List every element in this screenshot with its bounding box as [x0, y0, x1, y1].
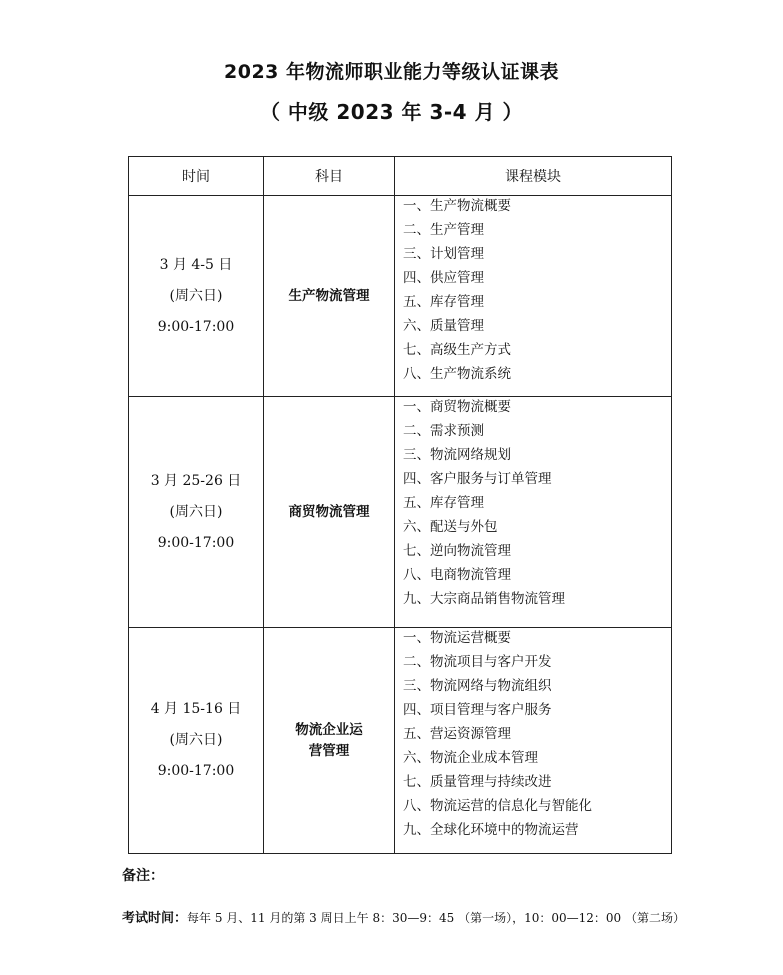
page-title: 2023 年物流师职业能力等级认证课表	[224, 61, 559, 83]
schedule-table	[128, 156, 672, 854]
date-text: 4 月 15-16 日	[150, 701, 242, 717]
module-item: 三、物流网络与物流组织	[403, 678, 552, 694]
exam-time-line	[122, 907, 685, 926]
table-row	[129, 397, 672, 628]
module-item: 三、物流网络规划	[403, 447, 511, 463]
module-item: 二、生产管理	[403, 222, 484, 238]
hours-text: 9:00-17:00	[157, 763, 235, 779]
modules-cell	[395, 196, 672, 397]
table-row	[129, 628, 672, 854]
module-item: 二、物流项目与客户开发	[403, 654, 552, 670]
module-item: 六、物流企业成本管理	[403, 750, 538, 766]
module-item: 八、生产物流系统	[403, 366, 511, 382]
hours-text: 9:00-17:00	[157, 318, 235, 335]
date-text: 3 月 4-5 日	[159, 256, 233, 273]
table-header-row	[129, 157, 672, 196]
date-text: 3 月 25-26 日	[150, 472, 242, 489]
module-item: 二、需求预测	[403, 423, 484, 439]
header-modules: 课程模块	[395, 157, 672, 196]
module-item: 六、质量管理	[403, 318, 484, 334]
module-item: 七、逆向物流管理	[403, 543, 511, 559]
module-item: 七、高级生产方式	[403, 342, 511, 358]
module-item: 一、商贸物流概要	[403, 399, 511, 415]
module-item: 一、物流运营概要	[403, 630, 511, 646]
day-text: (周六日)	[169, 287, 223, 304]
module-item: 五、营运资源管理	[403, 726, 511, 742]
module-item: 九、大宗商品销售物流管理	[403, 591, 565, 607]
modules-cell	[395, 628, 672, 854]
subject-text: 物流企业运营管理	[295, 721, 363, 759]
module-item: 三、计划管理	[403, 246, 484, 262]
module-item: 四、供应管理	[403, 270, 484, 286]
module-item: 四、项目管理与客户服务	[403, 702, 552, 718]
header-subject: 科目	[264, 157, 395, 196]
subject-cell: 商贸物流管理	[264, 397, 395, 628]
table-row	[129, 196, 672, 397]
hours-text: 9:00-17:00	[157, 534, 235, 551]
subject-cell: 生产物流管理	[264, 196, 395, 397]
module-item: 六、配送与外包	[403, 519, 498, 535]
module-item: 四、客户服务与订单管理	[403, 471, 552, 487]
day-text: (周六日)	[169, 503, 223, 520]
module-item: 一、生产物流概要	[403, 198, 511, 214]
subject-cell	[264, 628, 395, 854]
module-item: 八、物流运营的信息化与智能化	[403, 798, 592, 814]
page-subtitle: （ 中级 2023 年 3-4 月 ）	[259, 100, 524, 124]
module-item: 八、电商物流管理	[403, 567, 511, 583]
time-cell	[129, 196, 264, 397]
note-label: 备注：	[122, 868, 164, 884]
time-cell	[129, 397, 264, 628]
modules-cell	[395, 397, 672, 628]
module-item: 七、质量管理与持续改进	[403, 774, 552, 790]
day-text: (周六日)	[169, 732, 223, 748]
module-item: 九、全球化环境中的物流运营	[403, 822, 579, 838]
exam-time-label: 考试时间：	[122, 911, 188, 926]
header-time: 时间	[129, 157, 264, 196]
module-item: 五、库存管理	[403, 294, 484, 310]
time-cell	[129, 628, 264, 854]
module-item: 五、库存管理	[403, 495, 484, 511]
exam-time-text: 每年 5 月、11 月的第 3 周日上午 8：30—9：45 （第一场），10：00—12：00 （第二场）	[187, 911, 685, 925]
